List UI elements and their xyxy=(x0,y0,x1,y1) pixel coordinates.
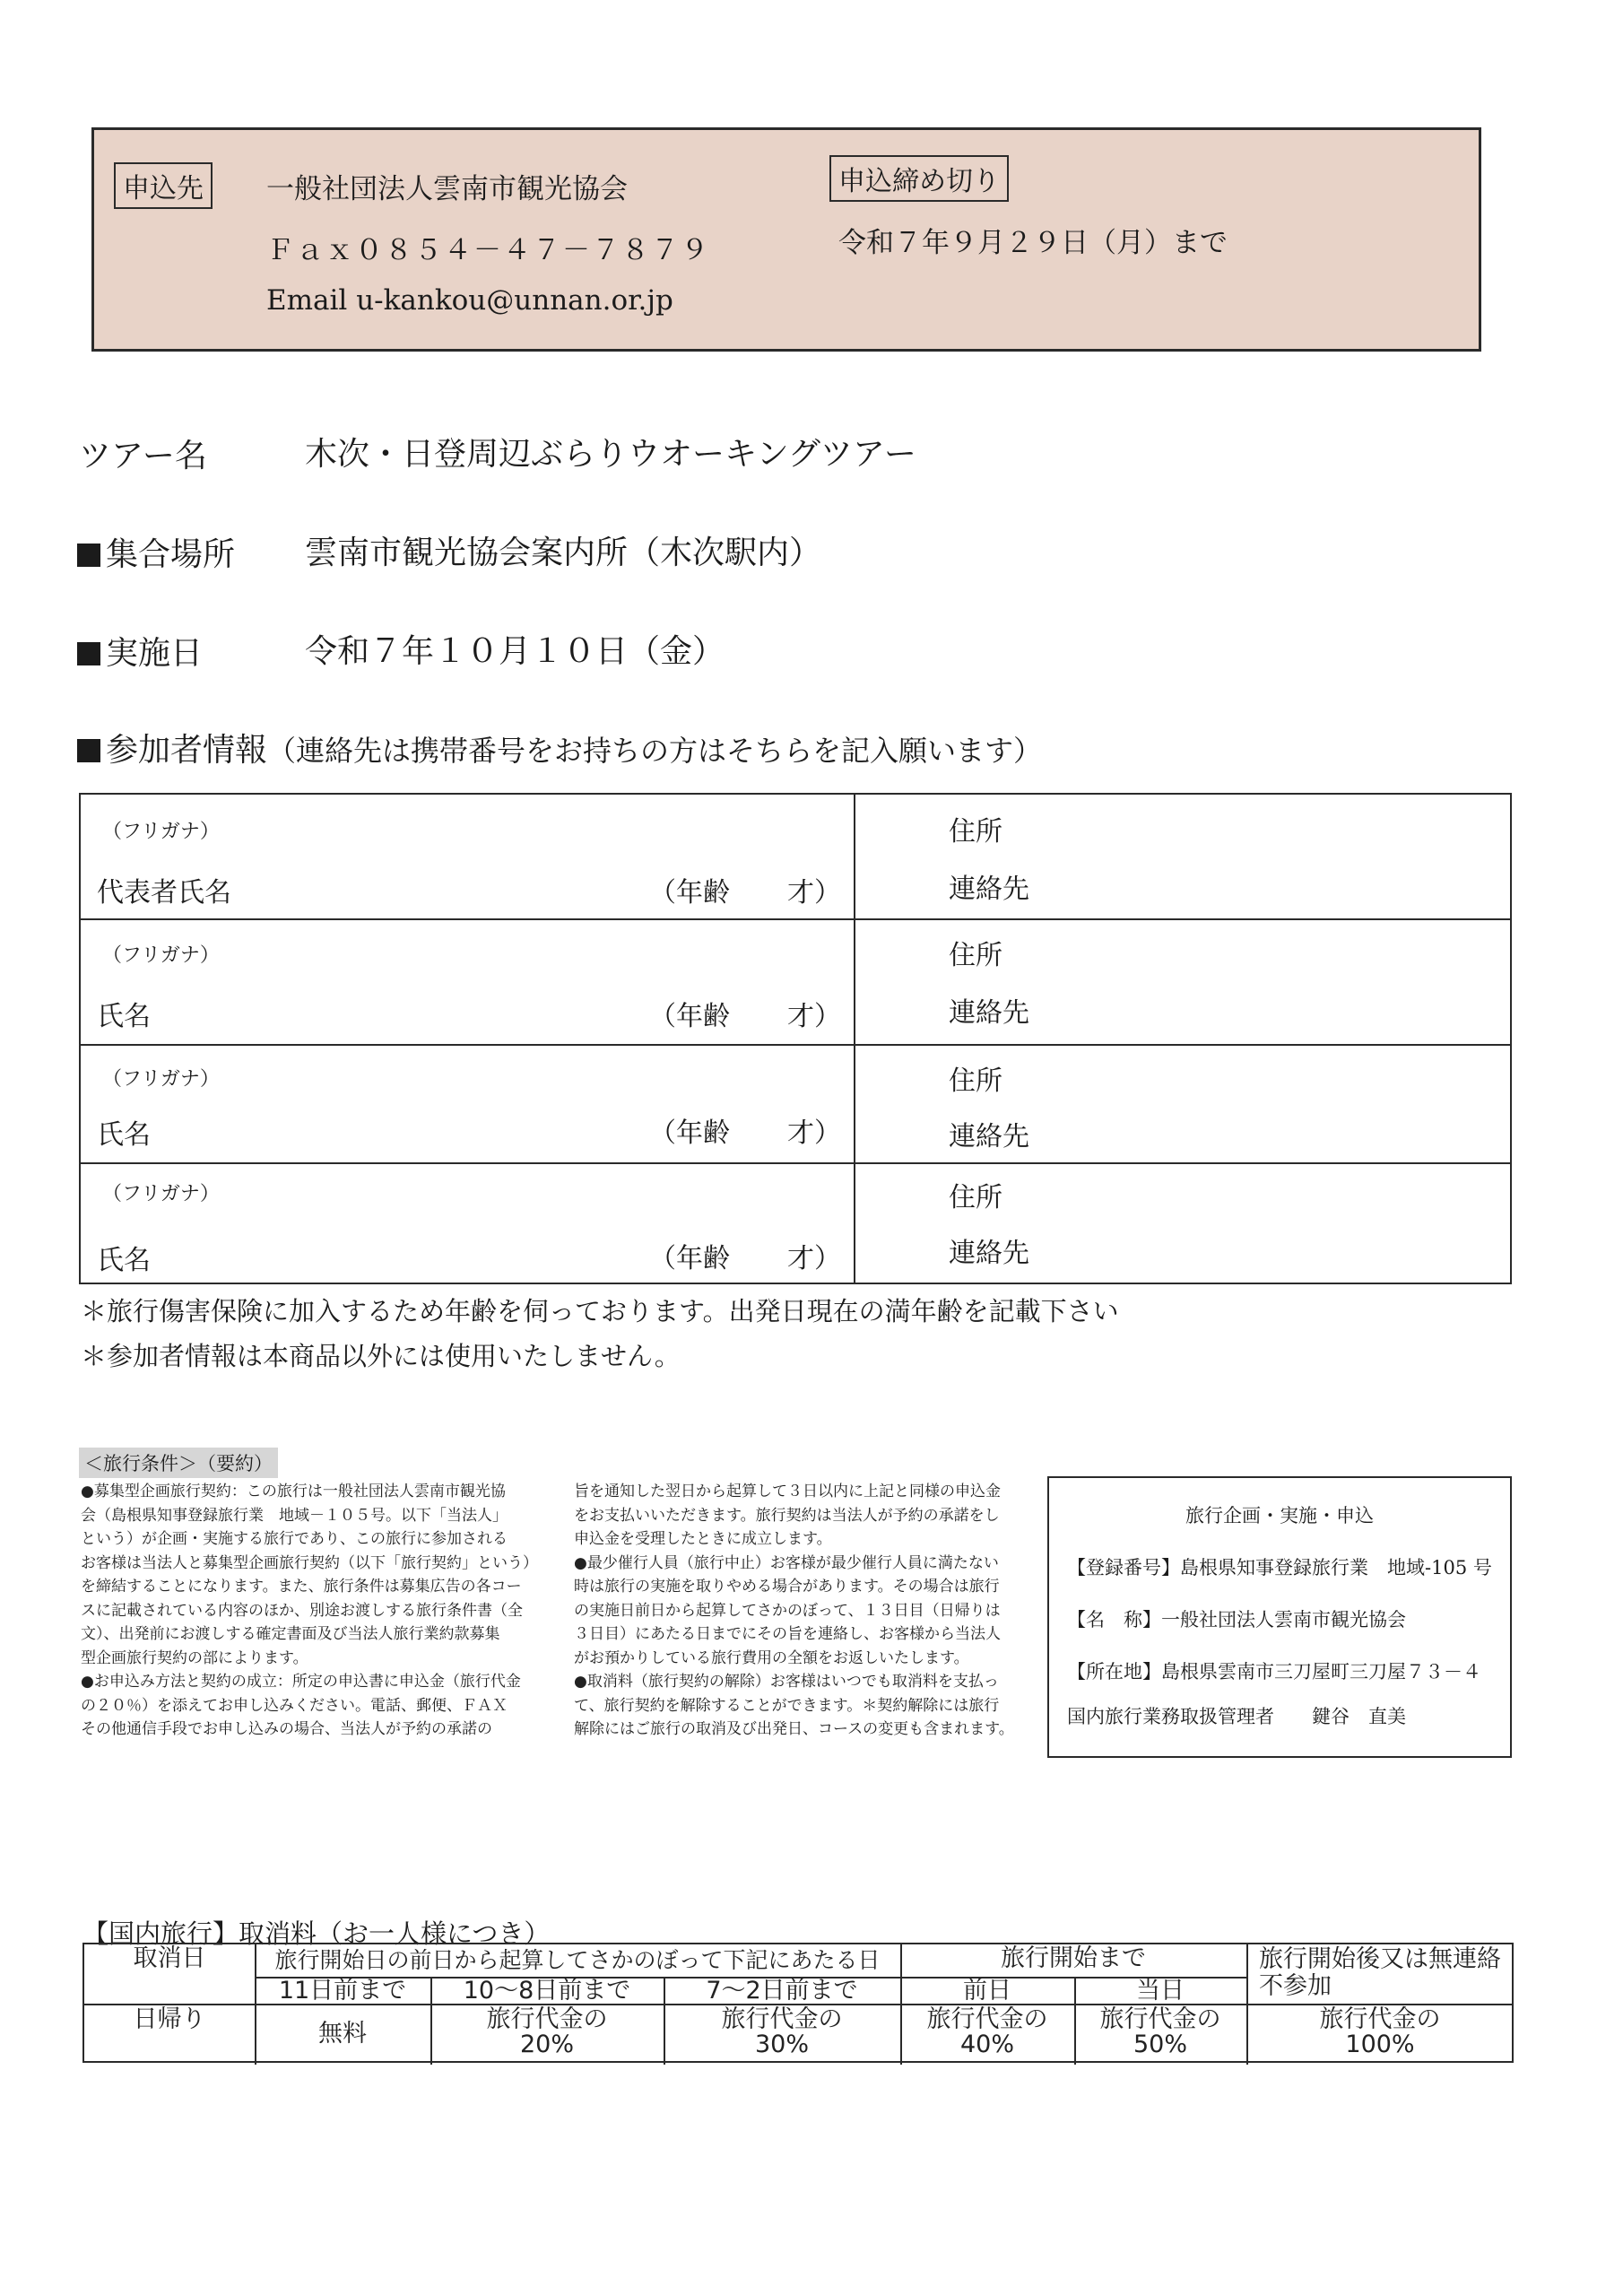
deadline-label: 申込締め切り xyxy=(829,155,1009,202)
applicant-label: 申込先 xyxy=(114,162,213,209)
square-bullet-icon xyxy=(77,739,100,762)
condition-line: を締結することになります。また、旅行条件は募集広告の各コー xyxy=(81,1578,522,1596)
condition-line: スに記載されている内容のほか、別途お渡しする旅行条件書（全 xyxy=(81,1601,523,1620)
representative-name-field[interactable]: 代表者氏名 xyxy=(97,877,231,909)
cancel-day-header: 取消日 xyxy=(133,1944,206,1972)
condition-line: 解除にはご旅行の取消及び出発日、コースの変更も含まれます。 xyxy=(574,1720,1014,1738)
condition-line: をお支払いいただきます。旅行契約は当法人が予約の承諾をし xyxy=(574,1506,1000,1525)
condition-line: 会（島根県知事登録旅行業 地域－１０５号。以下「当法人」 xyxy=(81,1506,508,1525)
address-field[interactable]: 住所 xyxy=(949,1065,1002,1097)
condition-line: 旨を通知した翌日から起算して３日以内に上記と同様の申込金 xyxy=(574,1483,1001,1500)
day-trip-label: 日帰り xyxy=(133,2005,206,2033)
application-destination-box xyxy=(91,127,1481,352)
contact-field[interactable]: 連絡先 xyxy=(949,997,1029,1029)
participant-row xyxy=(81,920,1510,1046)
condition-line: ●お申込み方法と契約の成立：所定の申込書に申込金（旅行代金 xyxy=(81,1673,521,1691)
address-field[interactable]: 住所 xyxy=(949,940,1002,971)
address-field[interactable]: 住所 xyxy=(949,816,1002,848)
condition-line: て、旅行契約を解除することができます。＊契約解除には旅行 xyxy=(574,1696,1000,1715)
insurance-note: ＊旅行傷害保険に加入するため年齢を伺っております。出発日現在の満年齢を記載下さい xyxy=(81,1296,1119,1326)
privacy-note: ＊参加者情報は本商品以外には使用いたしません。 xyxy=(81,1341,681,1371)
condition-line: という）が企画・実施する旅行であり、この旅行に参加される xyxy=(81,1530,508,1548)
until-start-header: 旅行開始まで xyxy=(1001,1944,1146,1972)
condition-line: ３日目）にあたる日までにその旨を連絡し、お客様から当法人 xyxy=(574,1625,1001,1643)
participant-row xyxy=(81,1164,1510,1284)
condition-line: 文）、出発前にお渡しする確定書面及び当法人旅行業約款募集 xyxy=(81,1625,500,1643)
condition-line: ●募集型企画旅行契約：この旅行は一般社団法人雲南市観光協 xyxy=(81,1483,506,1500)
condition-line: がお預かりしている旅行費用の全額をお返しいたします。 xyxy=(574,1648,969,1667)
same-day-header: 当日 xyxy=(1136,1977,1185,2005)
tour-name-label: ツアー名 xyxy=(79,438,207,474)
fee-30-percent: 旅行代金の 30% xyxy=(721,2005,843,2058)
agency-manager: 国内旅行業務取扱管理者 鍵谷 直美 xyxy=(1067,1706,1406,1727)
condition-line: の２０％）を添えてお申し込みください。電話、郵便、ＦＡＸ xyxy=(81,1696,508,1715)
tour-name-value: 木次・日登周辺ぶらりウオーキングツアー xyxy=(305,436,916,473)
fee-20-percent: 旅行代金の 20% xyxy=(486,2005,608,2058)
cancellation-fee-table xyxy=(82,1943,1514,2063)
condition-line: の実施日前日から起算してさかのぼって、１３日目（日帰りは xyxy=(574,1601,1001,1620)
participant-row xyxy=(81,1046,1510,1164)
age-field[interactable]: （年齢 才） xyxy=(649,1118,841,1149)
organization-name: 一般社団法人雲南市観光協会 xyxy=(266,173,628,205)
furigana-label: （フリガナ） xyxy=(102,1068,220,1091)
fax-number: Ｆａｘ０８５４－４７－７８７９ xyxy=(266,234,710,266)
fee-100-percent: 旅行代金の 100% xyxy=(1319,2005,1441,2058)
square-bullet-icon xyxy=(77,642,100,665)
contact-field[interactable]: 連絡先 xyxy=(949,1238,1029,1269)
contact-field[interactable]: 連絡先 xyxy=(949,874,1029,905)
previous-day-header: 前日 xyxy=(963,1977,1011,2005)
condition-line: ●取消料（旅行契約の解除）お客様はいつでも取消料を支払っ xyxy=(574,1673,999,1691)
meeting-place-value: 雲南市観光協会案内所（木次駅内） xyxy=(305,535,822,571)
condition-line: ●最少催行人員（旅行中止）お客様が最少催行人員に満たない xyxy=(574,1553,999,1572)
participants-heading: 参加者情報（連絡先は携帯番号をお持ちの方はそちらを記入願います） xyxy=(77,725,1042,770)
fee-50-percent: 旅行代金の 50% xyxy=(1099,2005,1221,2058)
day11-header: 11日前まで xyxy=(278,1977,407,2005)
square-bullet-icon xyxy=(77,544,100,567)
agency-name: 【名 称】一般社団法人雲南市観光協会 xyxy=(1067,1609,1406,1631)
tour-date-value: 令和７年１０月１０日（金） xyxy=(305,633,725,670)
participant-table xyxy=(79,793,1512,1284)
condition-line: その他通信手段でお申し込みの場合、当法人が予約の承諾の xyxy=(81,1720,492,1738)
condition-line: 型企画旅行契約の部によります。 xyxy=(81,1648,308,1667)
conditions-column-1 xyxy=(81,1480,547,1742)
name-field[interactable]: 氏名 xyxy=(97,1245,151,1276)
cancellation-title: 【国内旅行】取消料（お一人様につき） xyxy=(82,1918,551,1949)
address-field[interactable]: 住所 xyxy=(949,1182,1002,1213)
condition-line: お客様は当法人と募集型企画旅行契約（以下「旅行契約」という） xyxy=(81,1553,538,1572)
conditions-column-2 xyxy=(574,1480,1040,1742)
age-field[interactable]: （年齢 才） xyxy=(649,1243,841,1274)
agency-address: 【所在地】島根県雲南市三刀屋町三刀屋７３－４ xyxy=(1067,1661,1481,1683)
participant-row xyxy=(81,795,1510,920)
travel-conditions-title: ＜旅行条件＞（要約） xyxy=(79,1448,278,1478)
agency-title: 旅行企画・実施・申込 xyxy=(1185,1505,1374,1526)
after-start-header: 旅行開始後又は無連絡不参加 xyxy=(1259,1945,1501,2000)
email-address[interactable]: Email u-kankou@unnan.or.jp xyxy=(266,284,673,317)
furigana-label: （フリガナ） xyxy=(102,944,220,967)
age-field[interactable]: （年齢 才） xyxy=(649,877,841,909)
tour-date-label: 実施日 xyxy=(77,628,203,674)
age-field[interactable]: （年齢 才） xyxy=(649,1001,841,1032)
travel-agency-info-box xyxy=(1047,1476,1512,1758)
furigana-label: （フリガナ） xyxy=(102,821,220,843)
cancel-period-header: 旅行開始日の前日から起算してさかのぼって下記にあたる日 xyxy=(274,1947,881,1973)
deadline-value: 令和７年９月２９日（月）まで xyxy=(838,227,1228,259)
day10-8-header: 10～8日前まで xyxy=(463,1977,631,2005)
day7-2-header: 7～2日前まで xyxy=(706,1977,858,2005)
name-field[interactable]: 氏名 xyxy=(97,1001,151,1032)
name-field[interactable]: 氏名 xyxy=(97,1119,151,1151)
contact-field[interactable]: 連絡先 xyxy=(949,1121,1029,1152)
meeting-place-label: 集合場所 xyxy=(77,529,235,575)
agency-registration: 【登録番号】島根県知事登録旅行業 地域-105 号 xyxy=(1067,1557,1492,1578)
fee-free: 無料 xyxy=(318,2020,367,2048)
participants-heading-note: （連絡先は携帯番号をお持ちの方はそちらを記入願います） xyxy=(267,734,1043,768)
furigana-label: （フリガナ） xyxy=(102,1183,220,1205)
condition-line: 時は旅行の実施を取りやめる場合があります。その場合は旅行 xyxy=(574,1578,1000,1596)
fee-40-percent: 旅行代金の 40% xyxy=(926,2005,1048,2058)
condition-line: 申込金を受理したときに成立します。 xyxy=(574,1530,832,1548)
